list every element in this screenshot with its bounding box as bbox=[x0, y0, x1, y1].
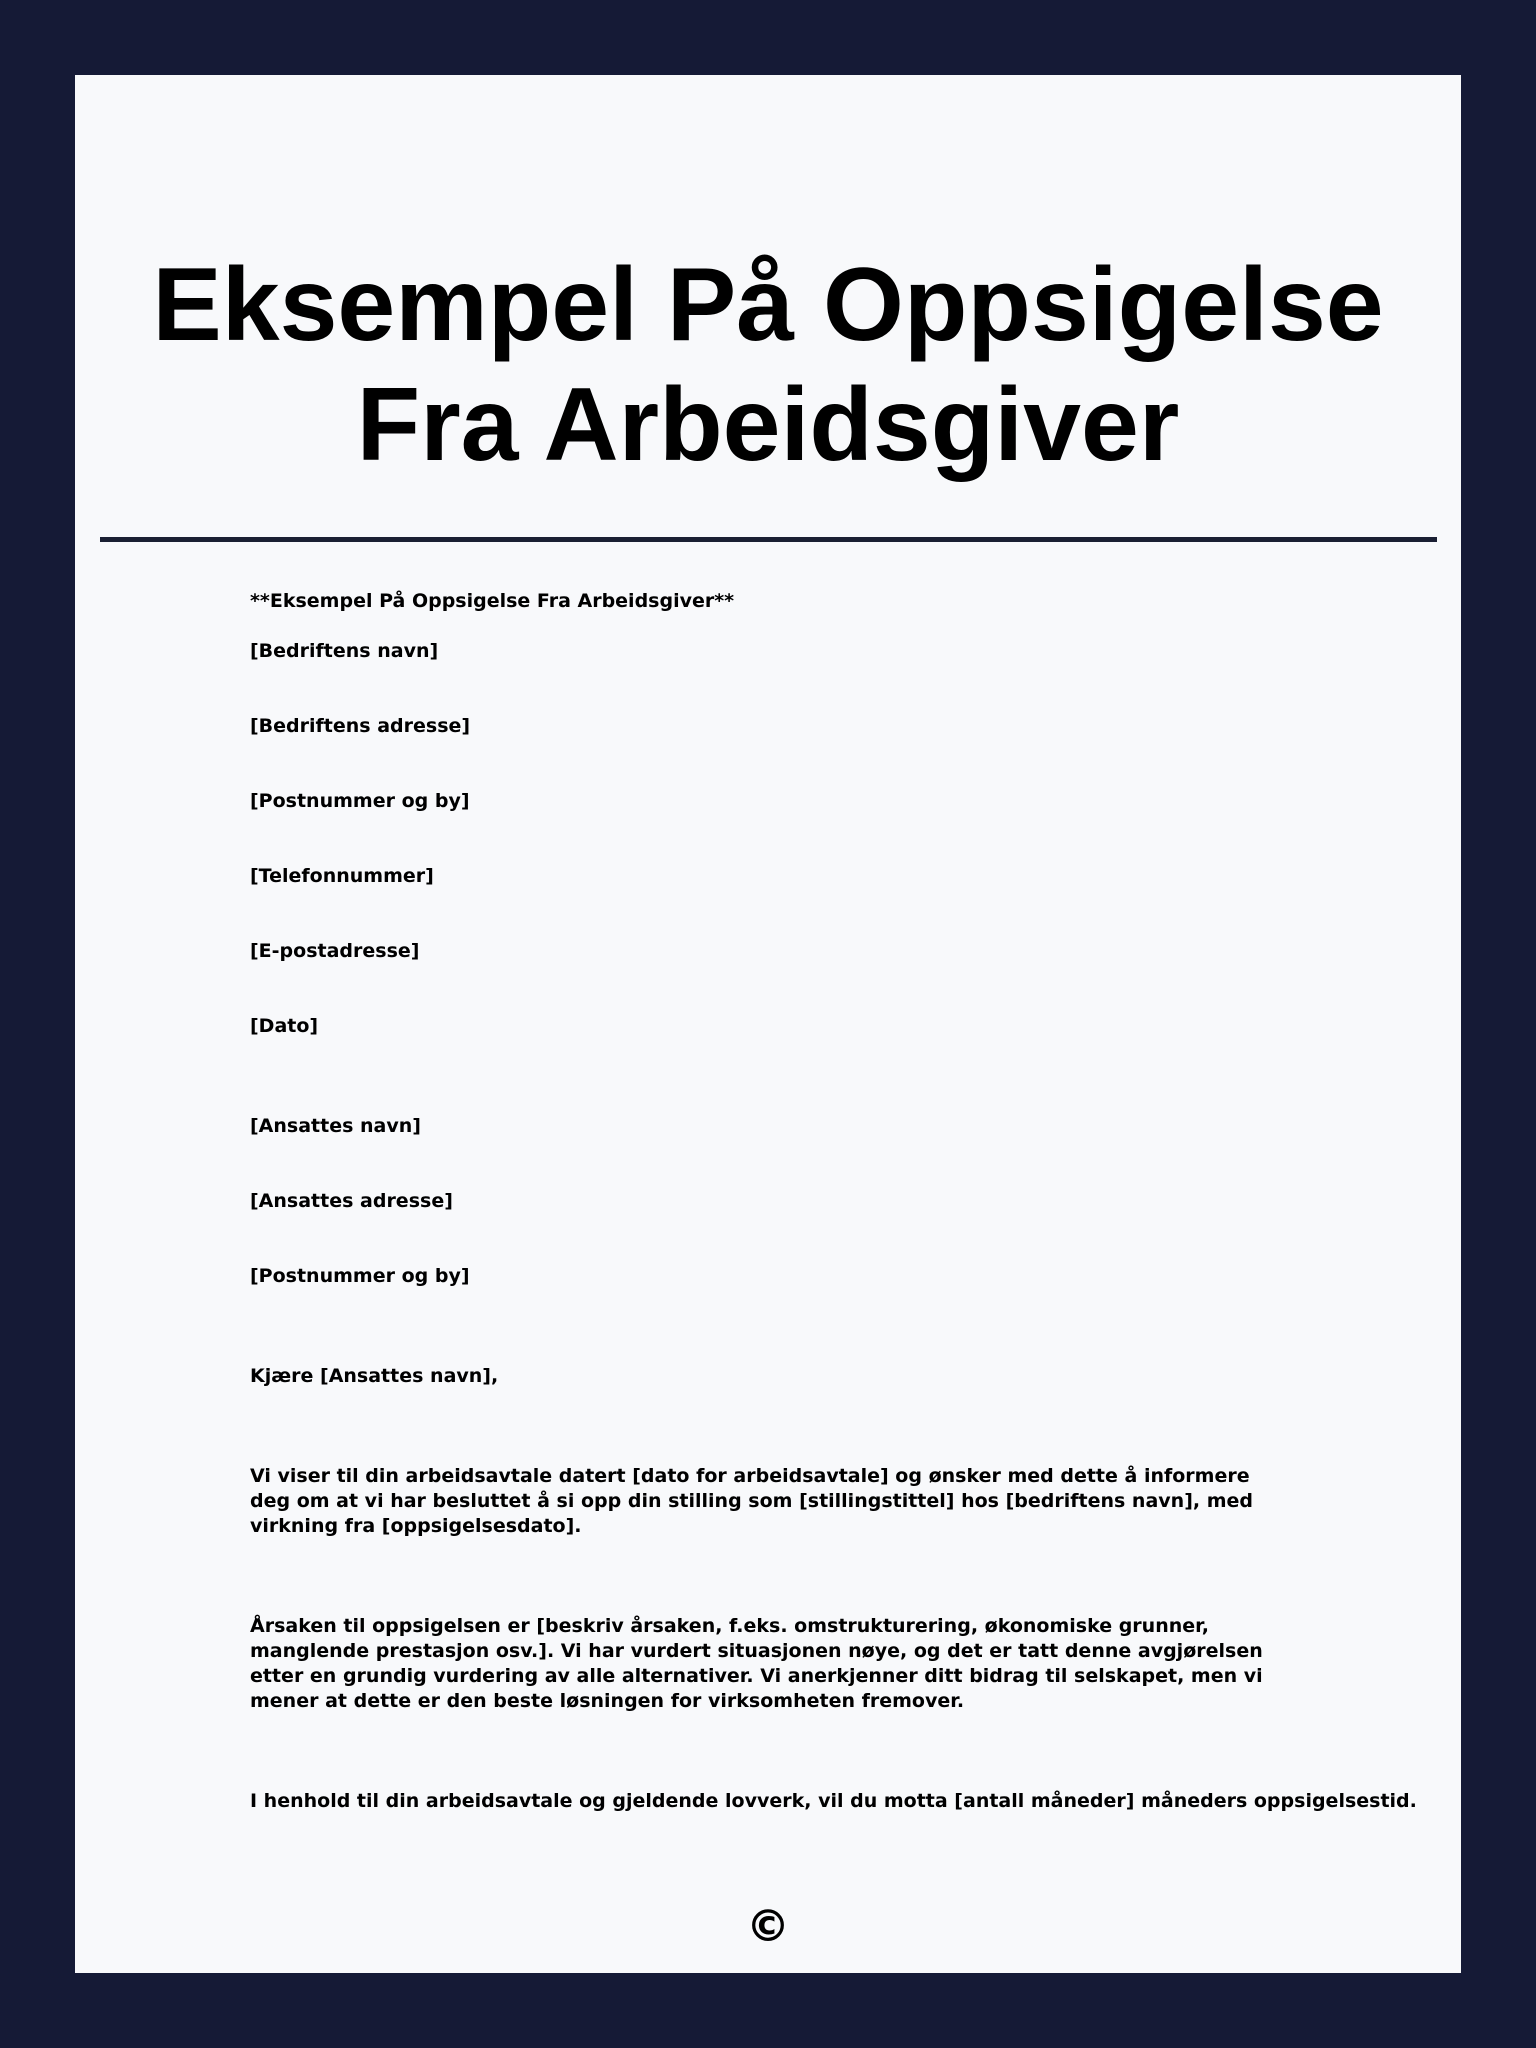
sender-company-address: [Bedriftens adresse] bbox=[250, 715, 471, 737]
sender-company-name: [Bedriftens navn] bbox=[250, 640, 439, 662]
recipient-postal-city: [Postnummer og by] bbox=[250, 1265, 470, 1287]
recipient-address: [Ansattes adresse] bbox=[250, 1190, 453, 1212]
page-title: Eksempel På Oppsigelse Fra Arbeidsgiver bbox=[152, 247, 1384, 483]
paragraph-notice-period: I henhold til din arbeidsavtale og gjeldende lovverk, vil du motta [antall måneder] måneders oppsigelsestid. bbox=[250, 1790, 1417, 1812]
paragraph-intro: Vi viser til din arbeidsavtale datert [dato for arbeidsavtale] og ønsker med dette å informere deg om at vi har besluttet å si opp din stilling som [stillingstittel] hos [bedriftens navn], med virkning fra [oppsigelsesdato]. bbox=[250, 1465, 1253, 1537]
paragraph-reason: Årsaken til oppsigelsen er [beskriv årsaken, f.eks. omstrukturering, økonomiske grunner, manglende prestasjon osv.]. Vi har vurdert situasjonen nøye, og det er tatt denne avgjørelsen etter en grundig vurdering av alle alternativer. Vi anerkjenner ditt bidrag til selskapet, men vi mener at dette er den beste løsningen for virksomheten fremover. bbox=[250, 1615, 1263, 1712]
copyright-icon: © bbox=[746, 1901, 790, 1952]
letter-date: [Dato] bbox=[250, 1015, 319, 1037]
title-divider bbox=[100, 537, 1437, 542]
sender-phone: [Telefonnummer] bbox=[250, 865, 434, 887]
sender-postal-city: [Postnummer og by] bbox=[250, 790, 470, 812]
recipient-name: [Ansattes navn] bbox=[250, 1115, 421, 1137]
document-page bbox=[75, 75, 1461, 1973]
sender-email: [E-postadresse] bbox=[250, 940, 420, 962]
letter-heading: **Eksempel På Oppsigelse Fra Arbeidsgiver** bbox=[250, 590, 735, 612]
salutation: Kjære [Ansattes navn], bbox=[250, 1365, 499, 1387]
